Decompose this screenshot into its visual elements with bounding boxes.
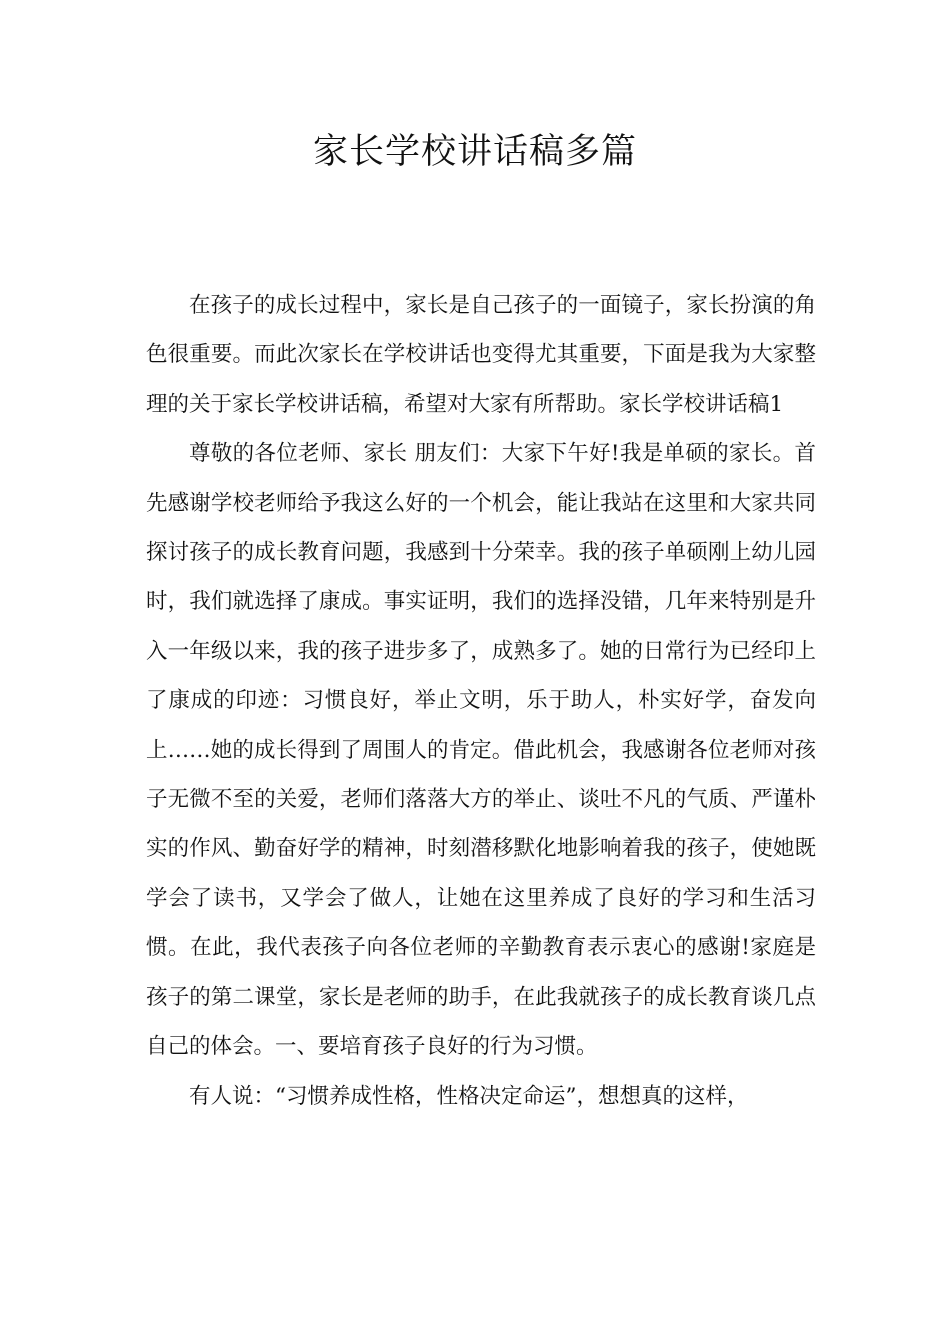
paragraph-speech: 尊敬的各位老师、家长 朋友们：大家下午好!我是单硕的家长。首先感谢学校老师给予我这么好的一个机会，能让我站在这里和大家共同探讨孩子的成长教育问题，我感到十分荣幸。我的孩子单硕刚上幼儿园时，我们就选择了康成。事实证明，我们的选择没错，几年来特别是升入一年级以来，我的孩子进步多了，成熟多了。她的日常行为已经印上了康成的印迹：习惯良好，举止文明，乐于助人，朴实好学，奋发向上……她的成长得到了周围人的肯定。借此机会，我感谢各位老师对孩子无微不至的关爱，老师们落落大方的举止、谈吐不凡的气质、严谨朴实的作风、勤奋好学的精神，时刻潜移默化地影响着我的孩子，使她既学会了读书，又学会了做人，让她在这里养成了良好的学习和生活习惯。在此，我代表孩子向各位老师的辛勤教育表示衷心的感谢!家庭是孩子的第二课堂，家长是老师的助手，在此我就孩子的成长教育谈几点自己的体会。一、要培育孩子良好的行为习惯。 [146,441,816,1060]
document-body [146,281,816,1121]
paragraph-intro: 在孩子的成长过程中，家长是自己孩子的一面镜子，家长扮演的角色很重要。而此次家长在学校讲话也变得尤其重要，下面是我为大家整理的关于家长学校讲话稿，希望对大家有所帮助。家长学校讲话稿1 [146,293,816,417]
paragraph-habits: 有人说：“习惯养成性格，性格决定命运”，想想真的这样， [189,1083,749,1109]
document-title: 家长学校讲话稿多篇 [312,132,637,172]
